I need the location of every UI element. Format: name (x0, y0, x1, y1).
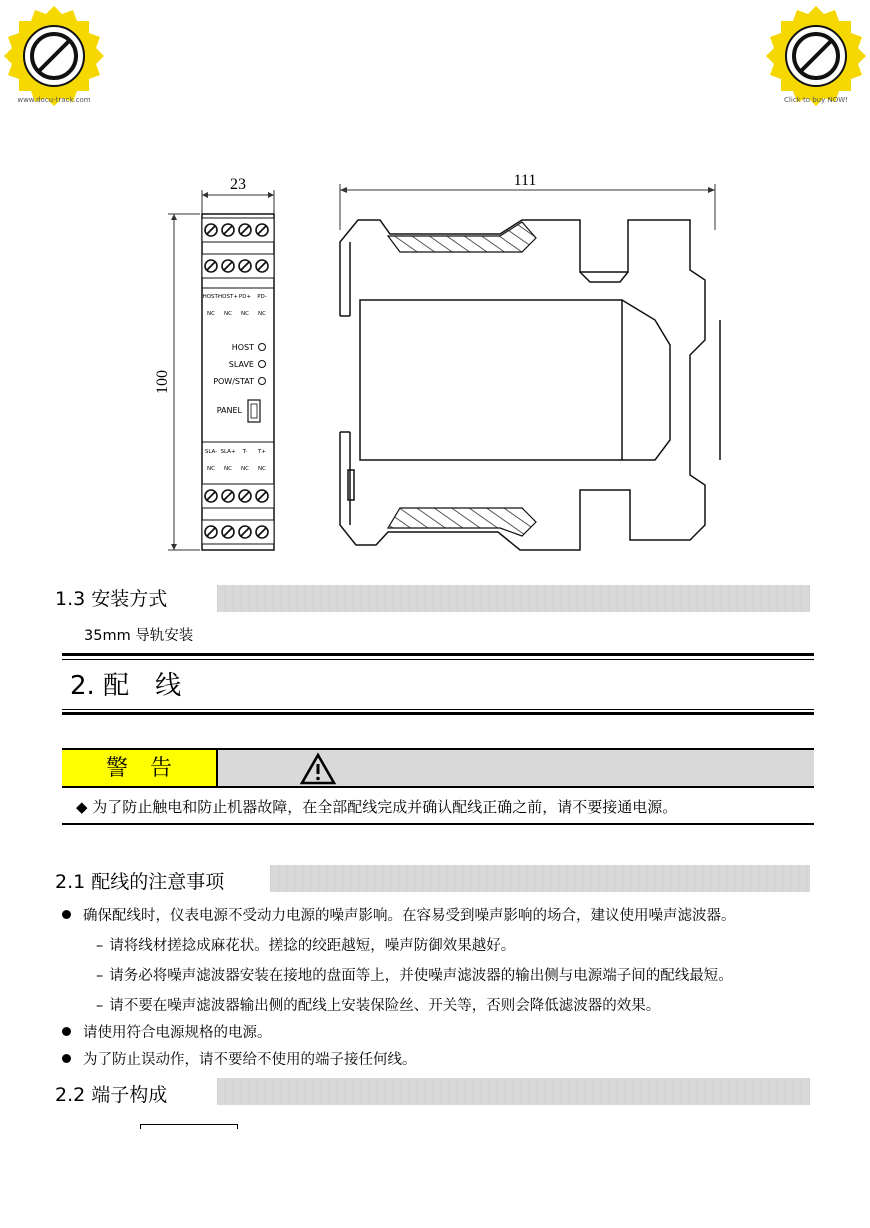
list-item (96, 936, 515, 956)
nc-label: NC (224, 311, 232, 317)
dash-icon: – (96, 998, 104, 1014)
height-label: 100 (154, 370, 171, 394)
width-label: 23 (230, 176, 246, 193)
list-item (62, 906, 736, 926)
usb-port-icon (248, 400, 260, 422)
chapter-title: 2. 配 线 (70, 671, 182, 701)
hatch-top (388, 222, 536, 252)
seal-icon (4, 6, 104, 106)
nc-label: NC (224, 466, 232, 472)
terminal-label: T- (242, 449, 248, 455)
bullet-icon (62, 910, 71, 919)
list-item-text: 为了防止误动作，请不要给不使用的端子接任何线。 (83, 1052, 417, 1068)
terminal-label: HOST- (202, 294, 220, 300)
section-bar-1-3 (217, 585, 810, 612)
list-item-text: 请不要在噪声滤波器输出侧的配线上安装保险丝、开关等，否则会降低滤波器的效果。 (109, 998, 661, 1014)
list-item (62, 1023, 272, 1043)
section-bar-2-2 (217, 1078, 810, 1105)
list-item (62, 1050, 417, 1070)
section-title-2-1: 2.1 配线的注意事项 (55, 871, 225, 893)
nc-label: NC (241, 466, 249, 472)
terminal-label: PD+ (238, 294, 252, 300)
terminal-label: SLA+ (220, 449, 236, 455)
list-item (96, 966, 733, 986)
warning-bottom-rule (62, 823, 814, 825)
list-item (96, 996, 660, 1016)
dash-icon: – (96, 938, 104, 954)
led-icons (259, 344, 266, 385)
height-dimension (168, 214, 200, 550)
indicator-label-pow-stat: POW/STAT (213, 377, 254, 386)
terminal-label: SLA- (204, 449, 218, 455)
watermark-line2: Click to buy NOW! (784, 96, 848, 104)
terminal-label: T+ (258, 449, 266, 455)
rule-top-thick (62, 653, 814, 656)
list-item-text: 请使用符合电源规格的电源。 (83, 1025, 272, 1041)
panel-label: PANEL (216, 406, 242, 415)
length-label: 111 (513, 172, 537, 189)
bullet-icon (62, 1054, 71, 1063)
nc-label: NC (258, 311, 266, 317)
indicator-label-host: HOST (231, 343, 254, 352)
warning-text: ◆ 为了防止触电和防止机器故障，在全部配线完成并确认配线正确之前，请不要接通电源。 (76, 798, 678, 816)
bullet-icon (62, 1027, 71, 1036)
nc-label: NC (207, 466, 215, 472)
warning-divider (62, 786, 814, 788)
dash-icon: – (96, 968, 104, 984)
nc-label: NC (258, 466, 266, 472)
list-item-text: 确保配线时，仪表电源不受动力电源的噪声影响。在容易受到噪声影响的场合，建议使用噪声滤波器。 (83, 908, 736, 924)
rule-bottom-thin (62, 709, 814, 710)
terminal-label: HOST+ (218, 294, 238, 300)
warning-label: 警 告 (62, 750, 218, 788)
length-dimension (340, 184, 715, 230)
rule-bottom-thick (62, 712, 814, 715)
section-title-1-3: 1.3 安装方式 (55, 588, 168, 610)
watermark-text-right (776, 96, 856, 104)
section-body-1-3: 35mm 导轨安装 (84, 628, 194, 644)
warning-box (62, 748, 814, 788)
seal-icon (766, 6, 866, 106)
indicator-label-slave: SLAVE (228, 360, 254, 369)
section-bar-2-1 (270, 865, 810, 892)
terminal-diagram-edge (140, 1124, 238, 1129)
section-title-2-2: 2.2 端子构成 (55, 1084, 168, 1106)
watermark-text-left (14, 96, 94, 104)
list-item-text: 请务必将噪声滤波器安装在接地的盘面等上，并使噪声滤波器的输出侧与电源端子间的配线最短。 (109, 968, 733, 984)
rule-top-thin (62, 659, 814, 660)
watermark-badge-right[interactable] (764, 4, 868, 108)
terminal-label: PD- (257, 294, 267, 300)
nc-label: NC (241, 311, 249, 317)
nc-label: NC (207, 311, 215, 317)
width-dimension (202, 190, 274, 214)
dimension-drawing (154, 170, 730, 560)
watermark-line3: www.docu-track.com (17, 96, 91, 104)
warning-triangle-icon (300, 753, 336, 785)
side-view (340, 220, 720, 550)
list-item-text: 请将线材搓捻成麻花状。搓捻的绞距越短，噪声防御效果越好。 (109, 938, 516, 954)
watermark-badge-left[interactable] (2, 4, 106, 108)
